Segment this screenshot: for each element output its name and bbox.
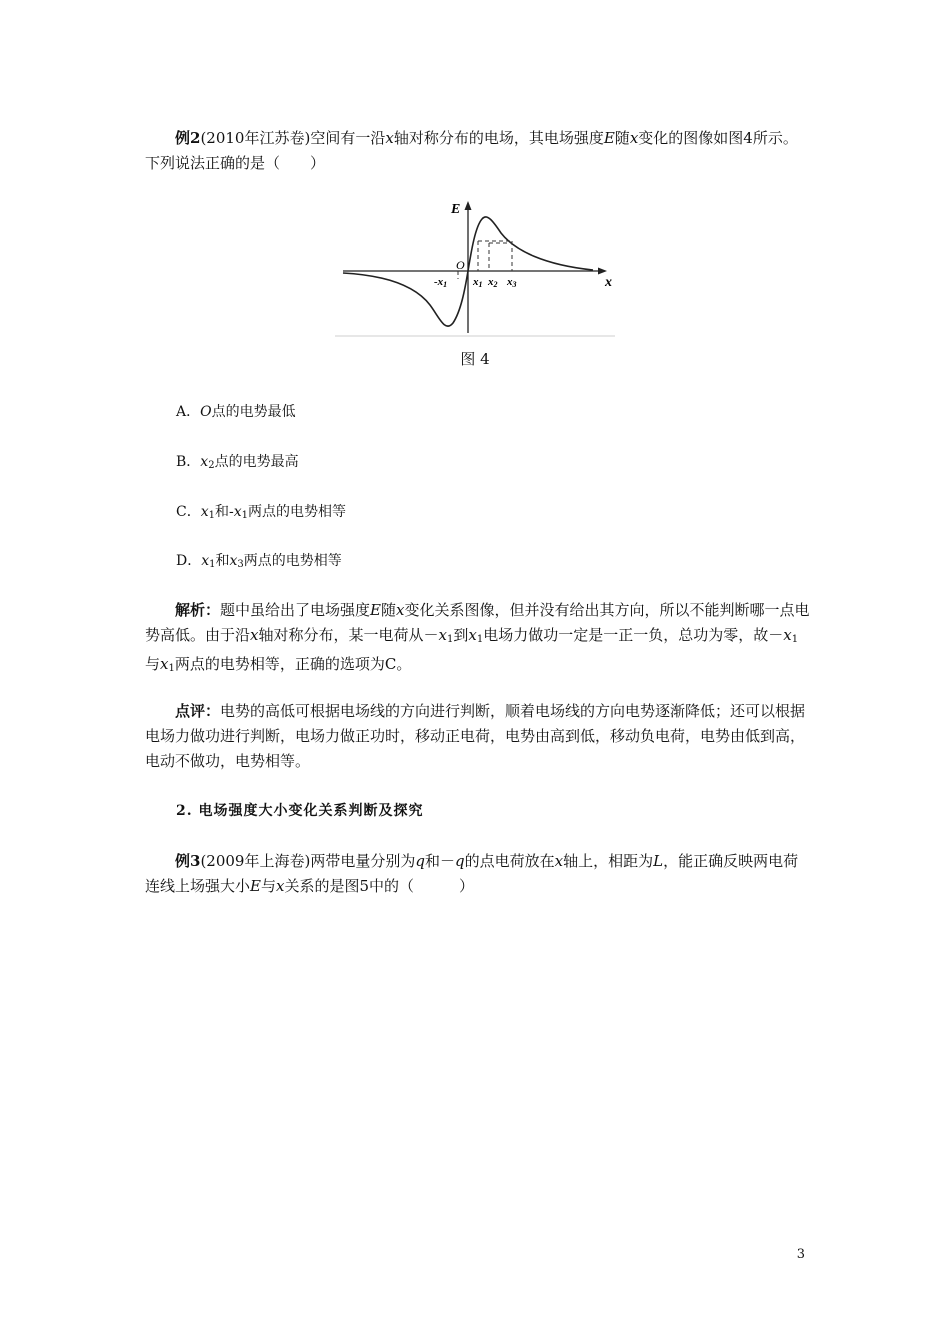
option-d: D．$x_1$和$x_3$两点的电势相等 [176,553,342,570]
example-label: 例 [175,129,191,147]
tick-x3: x3 [507,276,517,289]
page-number: 3 [796,1247,805,1262]
example-number: 2 [190,129,201,147]
comment-paragraph: 点评：电势的高低可根据电场线的方向进行判断，顺着电场线的方向电势逐渐降低；还可以根据电场力做功进行判断，电场力做正功时，移动正电荷，电势由高到低，移动负电荷，电势由低到高，电动不做功，电势相等。 [145,702,806,770]
analysis-label: 解析： [175,601,221,619]
example3-paragraph: 例3(2009年上海卷)两带电量分别为q和－q的点电荷放在x轴上，相距为L，能正确反映两电荷连线上场强大小E与x关系的是图5中的（ ） [145,852,799,895]
figure-caption: 图 4 [460,350,490,368]
example-source: (2010年江苏卷) [200,129,311,147]
axis-x-label: x [605,275,612,290]
tick-x1: x1 [473,276,483,289]
option-c: C．$x_1$和$-x_1$两点的电势相等 [176,504,347,521]
y-axis-arrow [465,201,472,210]
figure-4-graph [335,193,620,338]
tick-x2: x2 [488,276,498,289]
comment-label: 点评： [175,702,221,720]
axis-y-label: E [451,202,461,217]
section-heading: 2. 电场强度大小变化关系判断及探究 [176,803,424,819]
option-b: B．$x_2$点的电势最高 [176,454,299,471]
analysis-paragraph: 解析：题中虽给出了电场强度E随x变化关系图像，但并没有给出其方向，所以不能判断哪一点电势高低。由于沿x轴对称分布，某一电荷从$-x_1$到$x_1$电场力做功一定是一正一负，总功为零，故$-x_1$与$x_1$两点的电势相等，正确的选项为C。 [145,601,810,674]
option-a: A．O点的电势最低 [176,404,296,420]
origin-label: O [456,258,465,272]
tick-neg-x1: -x1 [434,276,448,289]
x-axis-arrow [598,268,607,275]
dashed-guides [458,241,512,279]
example2-paragraph: 例2(2010年江苏卷)空间有一沿x轴对称分布的电场，其电场强度E随x变化的图像如图4所示。下列说法正确的是（ ） [145,129,798,172]
